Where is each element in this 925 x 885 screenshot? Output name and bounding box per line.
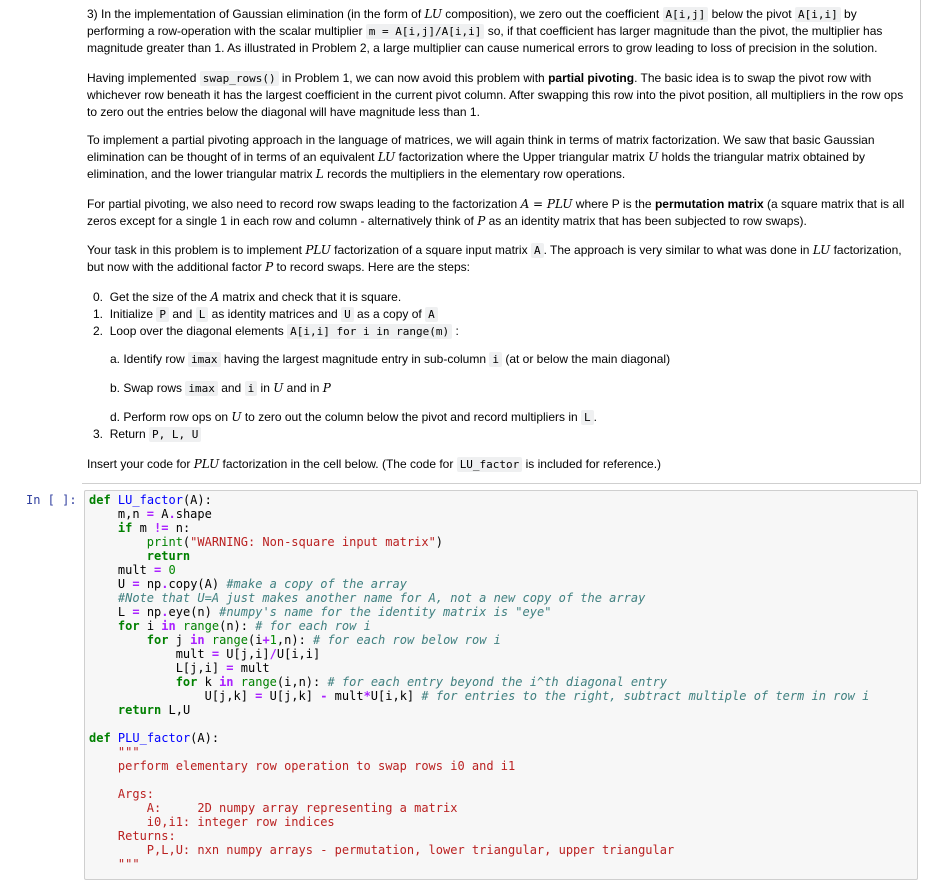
step-1: 1. Initialize P and L as identity matrices and U as a copy of A	[93, 306, 438, 323]
markdown-paragraph-1: 3) In the implementation of Gaussian elimination (in the form of LU composition), we zero out the coefficient A[i,j] below the pivot A[i,i] by performing a row-operation with the scalar multiplier m = A[i,j]/A[i,i] so, if that coefficient has larger magnitude than the pivot, the multiplier has magnitude greater than 1. As illustrated in Problem 2, a large multiplier can cause numerical errors to grow leading to loss of precision in the solution.	[87, 7, 883, 55]
markdown-paragraph-6: Insert your code for PLU factorization in the cell below. (The code for LU_factor is included for reference.)	[87, 457, 662, 471]
cell-prompt: In [ ]:	[26, 493, 77, 507]
code-cell-input[interactable]	[84, 490, 918, 880]
markdown-paragraph-4: For partial pivoting, we also need to record row swaps leading to the factorization A = PLU where P is the permutation matrix (a square matrix that is all zeros except for a single 1 in each row and column - alternatively think of P as an identity matrix that has been subjected to row swaps).	[87, 197, 905, 228]
markdown-paragraph-3: To implement a partial pivoting approach in the language of matrices, we will again think in terms of matrix factorization. We saw that basic Gaussian elimination can be thought of in terms of an equivalent LU factorization where the Upper triangular matrix U holds the triangular matrix obtained by elimination, and the lower triangular matrix L records the multipliers in the elementary row operations.	[87, 133, 875, 181]
step-0: 0. Get the size of the A matrix and check that it is square.	[93, 290, 402, 304]
markdown-paragraph-2: Having implemented swap_rows() in Problem 1, we can now avoid this problem with partial pivoting. The basic idea is to swap the pivot row with whichever row beneath it has the largest coefficient in the current pivot column. After swapping this row into the pivot position, all multipliers in the row ops to zero out the entries below the diagonal will have magnitude less than 1.	[87, 71, 904, 119]
step-2a: a. Identify row imax having the largest magnitude entry in sub-column i (at or below the main diagonal)	[110, 352, 671, 366]
code-source[interactable]: def LU_factor(A): m,n = A.shape if m != n: print("WARNING: Non-square input matrix") return mult = 0 U = np.copy(A) #make a copy of the array #Note that U=A just makes another name for A, not a new copy of the array L = np.eye(n) #numpy's name for the identity matrix is "eye" for i in range(n): # for each row i for j in range(i+1,n): # for each row below row i mult = U[j,i]/U[i,i] L[j,i] = mult for k in range(i,n): # for each entry beyond the i^th diagonal entry U[j,k] = U[j,k] - mult*U[i,k] # for entries to the right, subtract multiple of term in row i return L,U def PLU_factor(A): """ perform elementary row operation to swap rows i0 and i1 Args: A: 2D numpy array representing a matrix i0,i1: integer row indices Returns: P,L,U: nxn numpy arrays - permutation, lower triangular, upper triangular """	[89, 493, 870, 871]
step-2: 2. Loop over the diagonal elements A[i,i] for i in range(m) :	[93, 324, 459, 338]
step-2b: b. Swap rows imax and i in U and in P	[110, 381, 331, 395]
step-3: 3. Return P, L, U	[93, 426, 201, 443]
step-2d: d. Perform row ops on U to zero out the column below the pivot and record multipliers in L .	[110, 410, 597, 424]
markdown-paragraph-5: Your task in this problem is to implement PLU factorization of a square input matrix A . The approach is very similar to what was done in LU factorization, but now with the additional factor P to record swaps. Here are the steps:	[87, 243, 902, 274]
